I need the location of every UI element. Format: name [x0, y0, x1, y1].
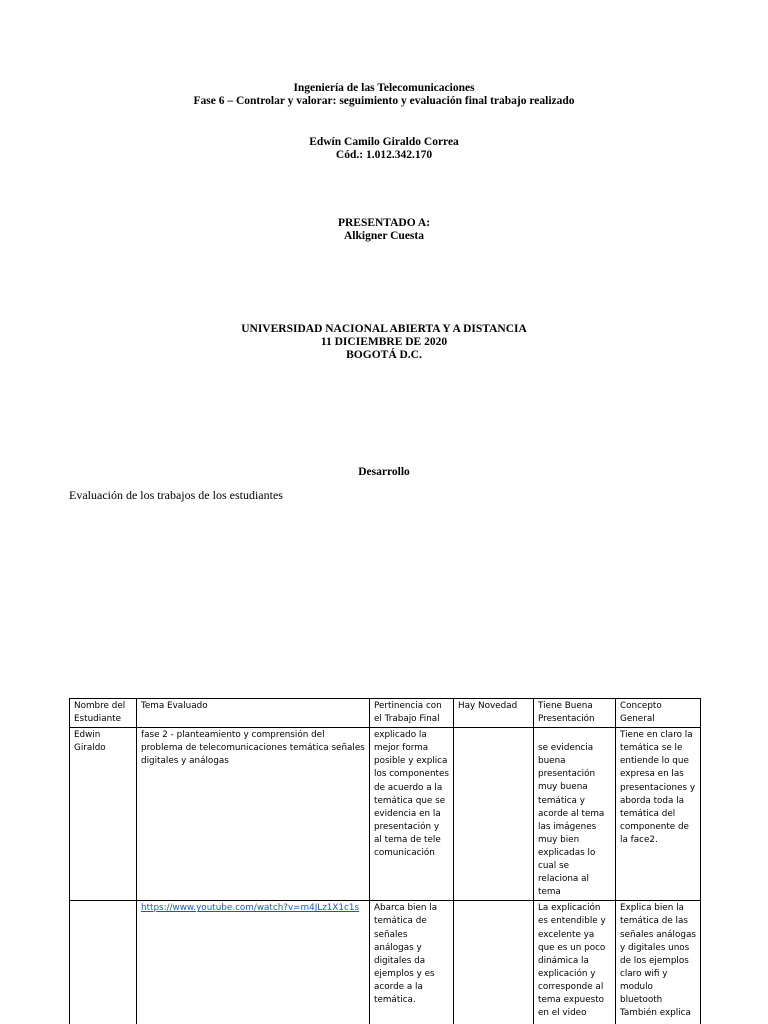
- evaluation-table: [69, 698, 701, 1024]
- topic-cell: fase 2 - planteamiento y comprensión del problema de telecomunicaciones temática señales digitales y análogas: [137, 728, 370, 901]
- column-header: Tiene Buena Presentación: [534, 699, 616, 728]
- course-title: Ingeniería de las Telecomunicaciones: [293, 82, 475, 94]
- column-header: Nombre del Estudiante: [70, 699, 137, 728]
- student-name-cell: Edwin Giraldo: [70, 728, 137, 901]
- author-block: [0, 136, 768, 162]
- novelty-cell: [454, 728, 534, 901]
- table-header-row: [70, 699, 701, 728]
- university-block: [0, 323, 768, 362]
- presented-label: PRESENTADO A:: [337, 217, 431, 229]
- author-code: Cód.: 1.012.342.170: [335, 149, 433, 161]
- section-heading: Desarrollo: [358, 466, 410, 478]
- presentation-cell: La explicación es entendible y excelente ya que es un poco dinámica la explicación y corresponde al tema expuesto en el video: [534, 901, 616, 1024]
- presented-name: Alkigner Cuesta: [344, 230, 424, 242]
- video-link[interactable]: https://www.youtube.com/watch?v=m4JLz1X1c1s: [141, 903, 360, 914]
- document-date: 11 DICIEMBRE DE 2020: [320, 336, 448, 348]
- student-name-cell: [70, 901, 137, 1024]
- concept-cell: Explica bien la temática de las señales análogas y digitales unos de los ejemplos claro wifi y modulo bluetooth También explica: [616, 901, 701, 1024]
- table-row: [70, 901, 701, 1024]
- section-intro: Evaluación de los trabajos de los estudiantes: [69, 488, 283, 502]
- author-name: Edwín Camilo Giraldo Correa: [309, 136, 459, 148]
- table-row: [70, 728, 701, 901]
- column-header: Hay Novedad: [454, 699, 534, 728]
- presentation-text: se evidencia buena presentación muy buena temática y acorde al tema las imágenes muy bien explicadas lo cual se relaciona al tema: [538, 743, 605, 898]
- column-header: Pertinencia con el Trabajo Final: [370, 699, 454, 728]
- document-city: BOGOTÁ D.C.: [346, 349, 422, 361]
- pertinence-cell: Abarca bien la temática de señales análogas y digitales da ejemplos y es acorde a la temática.: [370, 901, 454, 1024]
- presented-block: [0, 217, 768, 243]
- topic-cell: [137, 901, 370, 1024]
- title-block: [0, 82, 768, 108]
- university-name: UNIVERSIDAD NACIONAL ABIERTA Y A DISTANCIA: [241, 323, 527, 335]
- presentation-cell: [534, 728, 616, 901]
- activity-title: Fase 6 – Controlar y valorar: seguimiento y evaluación final trabajo realizado: [193, 95, 575, 107]
- column-header: Tema Evaluado: [137, 699, 370, 728]
- novelty-cell: [454, 901, 534, 1024]
- pertinence-cell: explicado la mejor forma posible y explica los componentes de acuerdo a la temática que se evidencia en la presentación y al tema de tele comunicación: [370, 728, 454, 901]
- column-header: Concepto General: [616, 699, 701, 728]
- concept-cell: Tiene en claro la temática se le entiende lo que expresa en las presentaciones y aborda toda la temática del componente de la face2.: [616, 728, 701, 901]
